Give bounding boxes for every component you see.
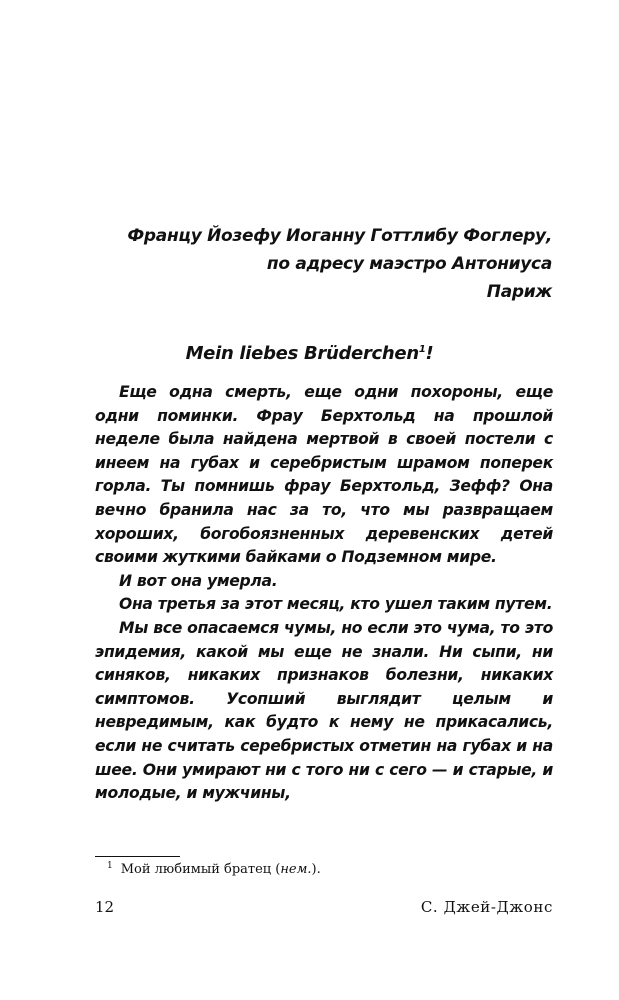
salutation-punctuation: ! (425, 343, 434, 364)
address-line-city: Париж (486, 282, 552, 302)
running-header-author: С. Джей-Джонс (420, 898, 553, 916)
footnote-number: 1 (107, 860, 113, 871)
footnote-language: нем. (280, 862, 312, 877)
letter-body (95, 381, 553, 806)
footnote-close: ). (311, 862, 321, 877)
salutation-text: Mein liebes Brüderchen (185, 343, 419, 364)
footnote-reference: 1 (418, 344, 426, 355)
letter-paragraph: Мы все опасаемся чумы, но если это чума, то это эпидемия, какой мы еще не знали. Ни сыпи, ни синяков, никаких признаков болезни, никаких симптомов. Усопший выглядит целым и невредимым, как будто к нему не прикасались, если не считать серебристых отметин на губах и на шее. Они умирают ни с того ни с сего — и старые, и молодые, и мужчины, (95, 618, 553, 803)
letter-paragraph: Она третья за этот месяц, кто ушел таким путем. (119, 595, 553, 614)
footnote (107, 861, 321, 879)
letter-salutation (0, 340, 619, 368)
letter-paragraph: И вот она умерла. (119, 571, 278, 590)
footnote-divider (95, 856, 180, 857)
letter-paragraph: Еще одна смерть, еще одни похороны, еще одни поминки. Фрау Берхтольд на прошлой неделе была найдена мертвой в своей постели с инеем на губах и серебристым шрамом поперек горла. Ты помнишь фрау Берхтольд, Зефф? Она вечно бранила нас за то, что мы развращаем хороших, богобоязненных деревенских детей своими жуткими байками о Подземном мире. (95, 383, 553, 567)
address-line-care-of: по адресу маэстро Антониуса (266, 254, 552, 274)
page-number: 12 (95, 898, 115, 916)
address-line-recipient: Францу Йозефу Иоганну Готтлибу Фоглеру, (127, 226, 552, 246)
footnote-text: Мой любимый братец ( (120, 862, 281, 877)
letter-address-block (82, 222, 552, 306)
